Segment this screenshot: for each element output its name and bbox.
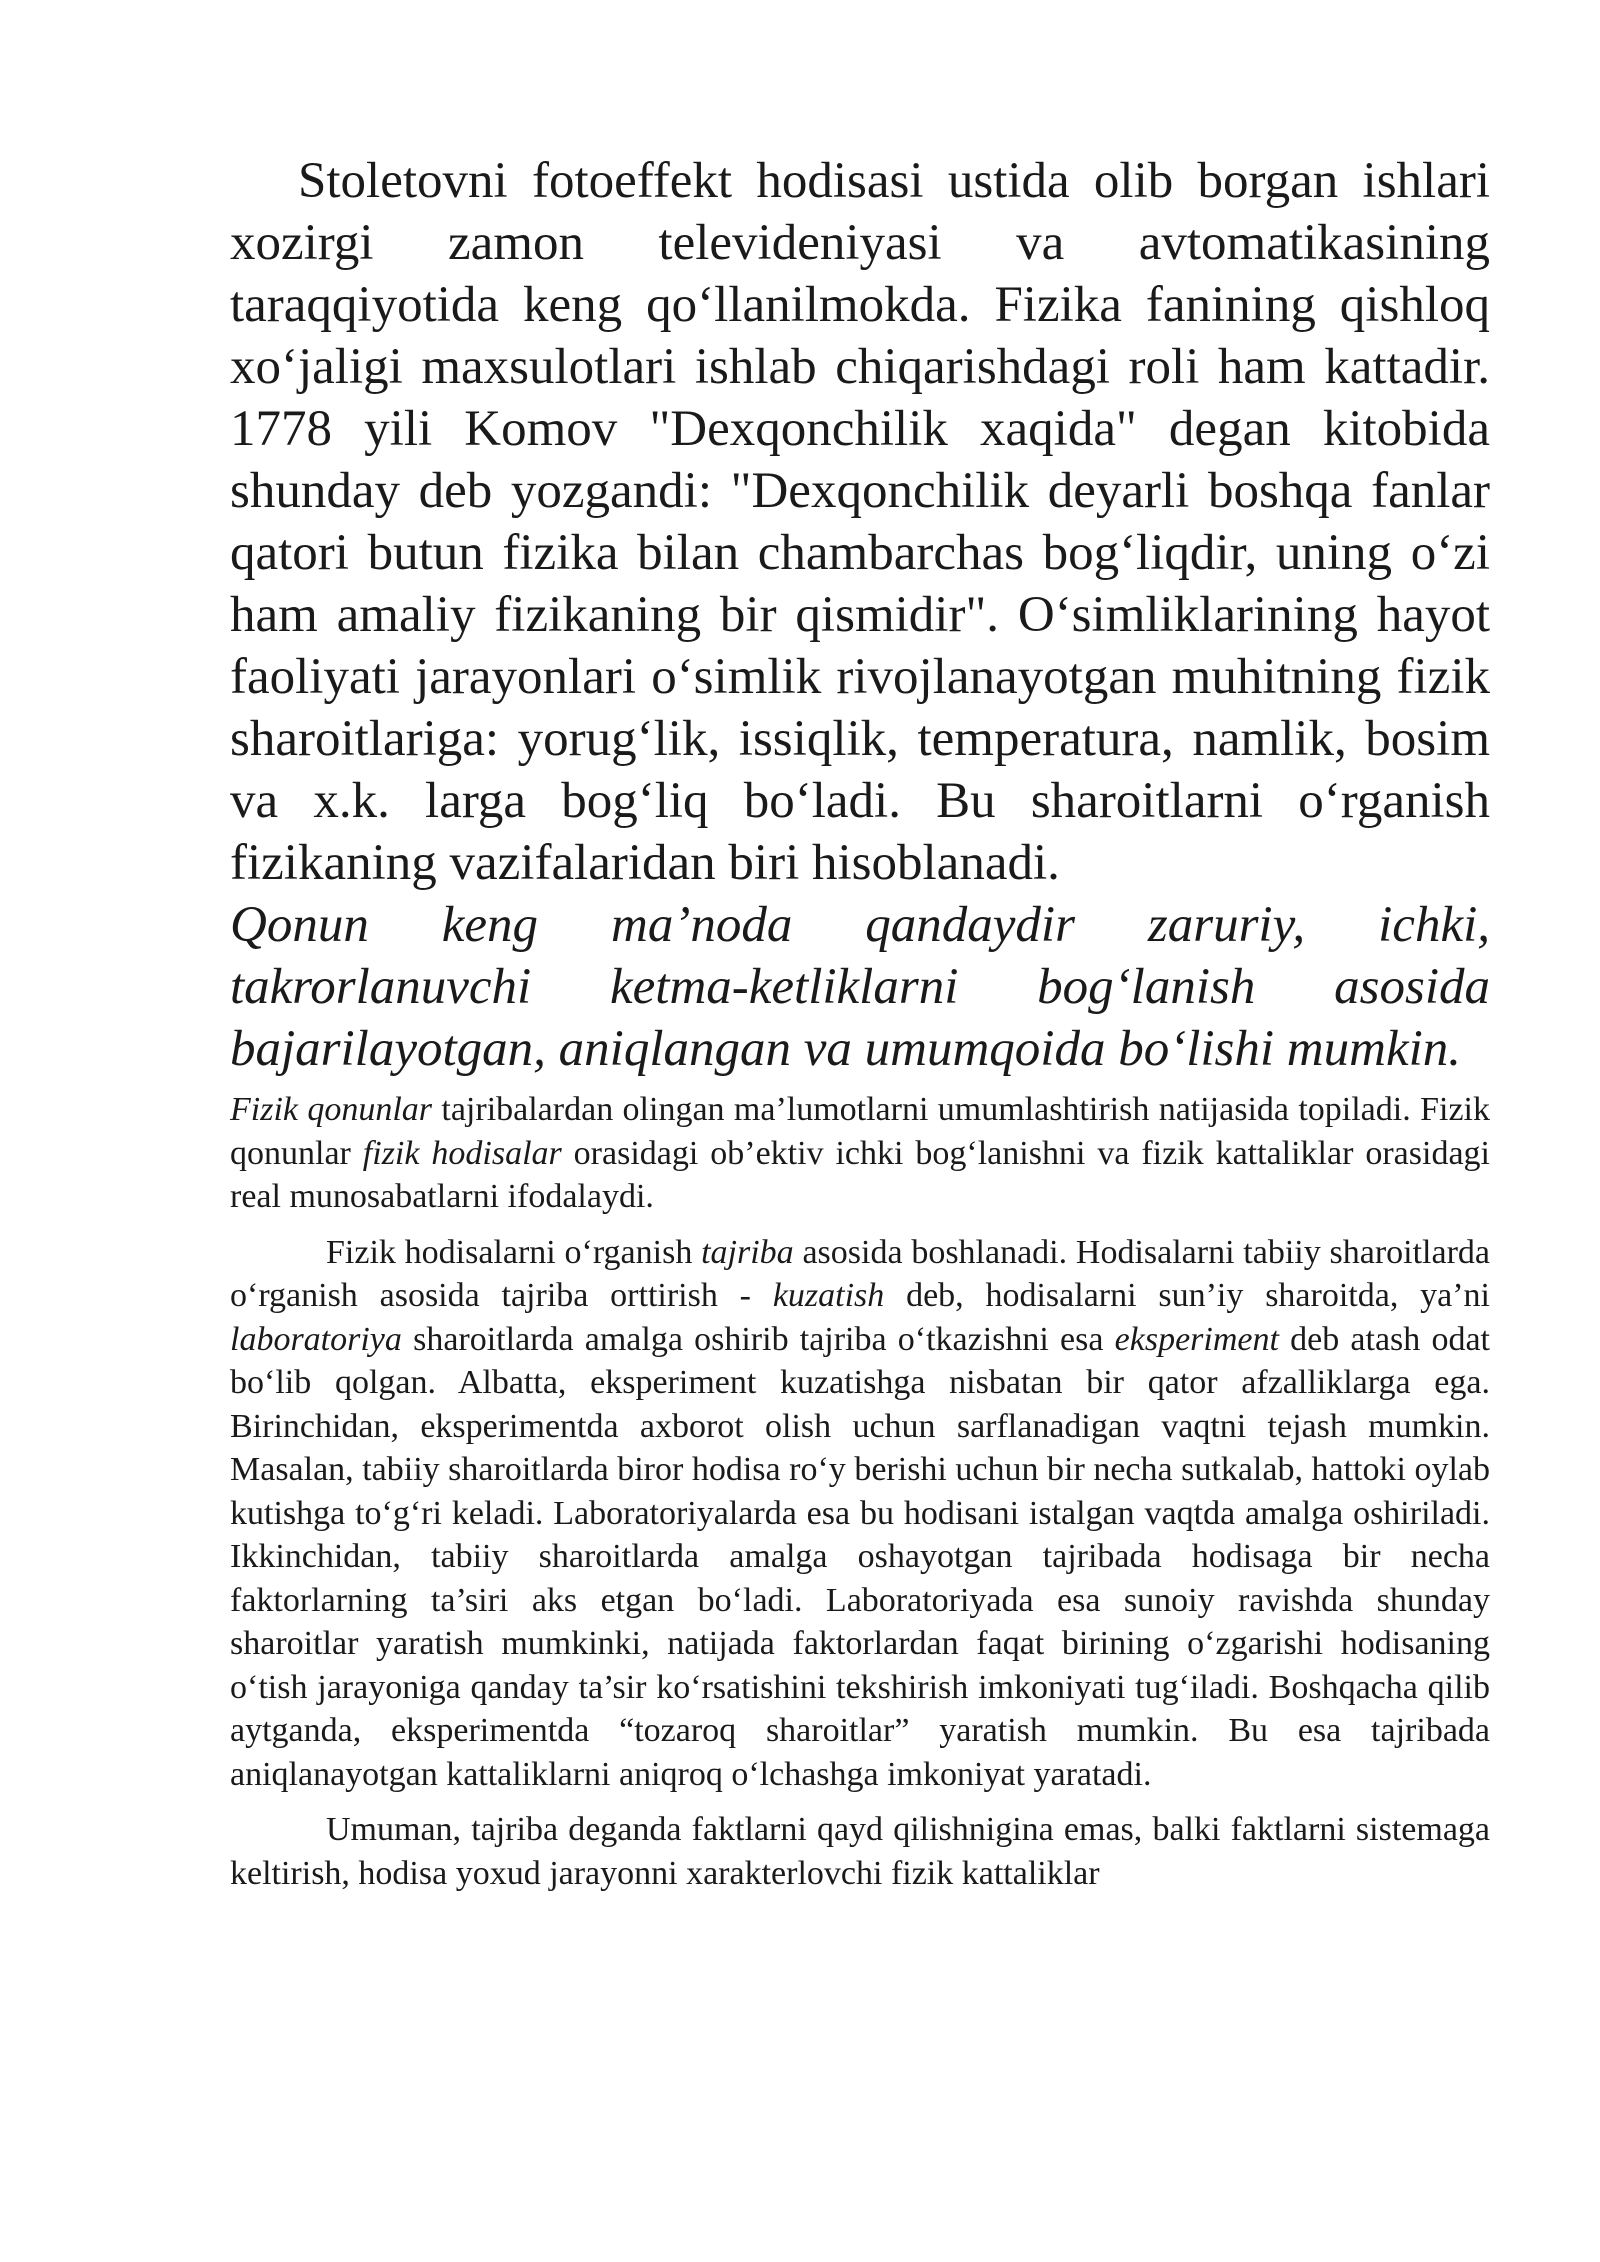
term-eksperiment: eksperiment bbox=[1114, 1320, 1279, 1358]
paragraph-experiment: Fizik hodisalarni o‘rganish tajriba asosida boshlanadi. Hodisalarni tabiiy sharoitlarda o‘rganish asosida tajriba orttirish - kuzatish deb, hodisalarni sun’iy sharoitda, ya’ni laboratoriya sharoitlarda amalga oshirib tajriba o‘tkazishni esa eksperiment deb atash odat bo‘lib qolgan. Albatta, eksperiment kuzatishga nisbatan bir qator afzalliklarga ega. Birinchidan, eksperimentda axborot olish uchun sarflanadigan vaqtni tejash mumkin. Masalan, tabiiy sharoitlarda biror hodisa ro‘y berishi uchun bir necha sutkalab, hattoki oylab kutishga to‘g‘ri keladi. Laboratoriyalarda esa bu hodisani istalgan vaqtda amalga oshiriladi. Ikkinchidan, tabiiy sharoitlarda amalga oshayotgan tajribada hodisaga bir necha faktorlarning ta’siri aks etgan bo‘ladi. Laboratoriyada esa sunoiy ravishda shunday sharoitlar yaratish mumkinki, natijada faktorlardan faqat birining o‘zgarishi hodisaning o‘tish jarayoniga qanday ta’sir ko‘rsatishini tekshirish imkoniyati tug‘iladi. Boshqacha qilib aytganda, eksperimentda “tozaroq sharoitlar” yaratish mumkin. Bu esa tajribada aniqlanayotgan kattaliklarni aniqroq o‘lchashga imkoniyat yaratadi. bbox=[230, 1233, 1491, 1793]
term-kuzatish: kuzatish bbox=[772, 1277, 885, 1314]
paragraph-physical-laws: Fizik qonunlar tajribalardan olingan ma’lumotlarni umumlashtirish natijasida topiladi. Fizik qonunlar fizik hodisalar orasidagi ob’ektiv ichki bog‘lanishni va fizik kattaliklar orasidagi real munosabatlarni ifodalaydi. bbox=[230, 1091, 1490, 1215]
term-tajriba: tajriba bbox=[701, 1233, 794, 1271]
document-page bbox=[230, 150, 1490, 1895]
term-physical-laws: Fizik qonunlar bbox=[230, 1091, 433, 1128]
term-laboratoriya: laboratoriya bbox=[230, 1320, 402, 1358]
paragraph-umuman: Umuman, tajriba deganda faktlarni qayd qilishnigina emas, balki faktlarni sistemaga keltirish, hodisa yoxud jarayonni xarakterlovchi fizik kattaliklar bbox=[230, 1811, 1490, 1892]
term-physical-phenomena: fizik hodisalar bbox=[362, 1134, 562, 1172]
paragraph-stoletov: Stoletovni fotoeffekt hodisasi ustida olib borgan ishlari xozirgi zamon televideniyasi va avtomatikasining taraqqiyotida keng qo‘llanilmokda. Fizika fanining qishloq xo‘jaligi maxsulotlari ishlab chiqarishdagi roli ham kattadir. 1778 yili Komov "Dexqonchilik xaqida" degan kitobida shunday deb yozgandi: "Dexqonchilik deyarli boshqa fanlar qatori butun fizika bilan chambarchas bog‘liqdir, uning o‘zi ham amaliy fizikaning bir qismidir". O‘simliklarining hayot faoliyati jarayonlari o‘simlik rivojlanayotgan muhitning fizik sharoitlariga: yorug‘lik, issiqlik, temperatura, namlik, bosim va x.k. larga bog‘liq bo‘ladi. Bu sharoitlarni o‘rganish fizikaning vazifalaridan biri hisoblanadi. bbox=[230, 153, 1490, 891]
law-definition: Qonun keng ma’noda qandaydir zaruriy, ichki, takrorlanuvchi ketma-ketliklarni bog‘lanish asosida bajarilayotgan, aniqlangan va umumqoida bo‘lishi mumkin. bbox=[230, 897, 1490, 1077]
